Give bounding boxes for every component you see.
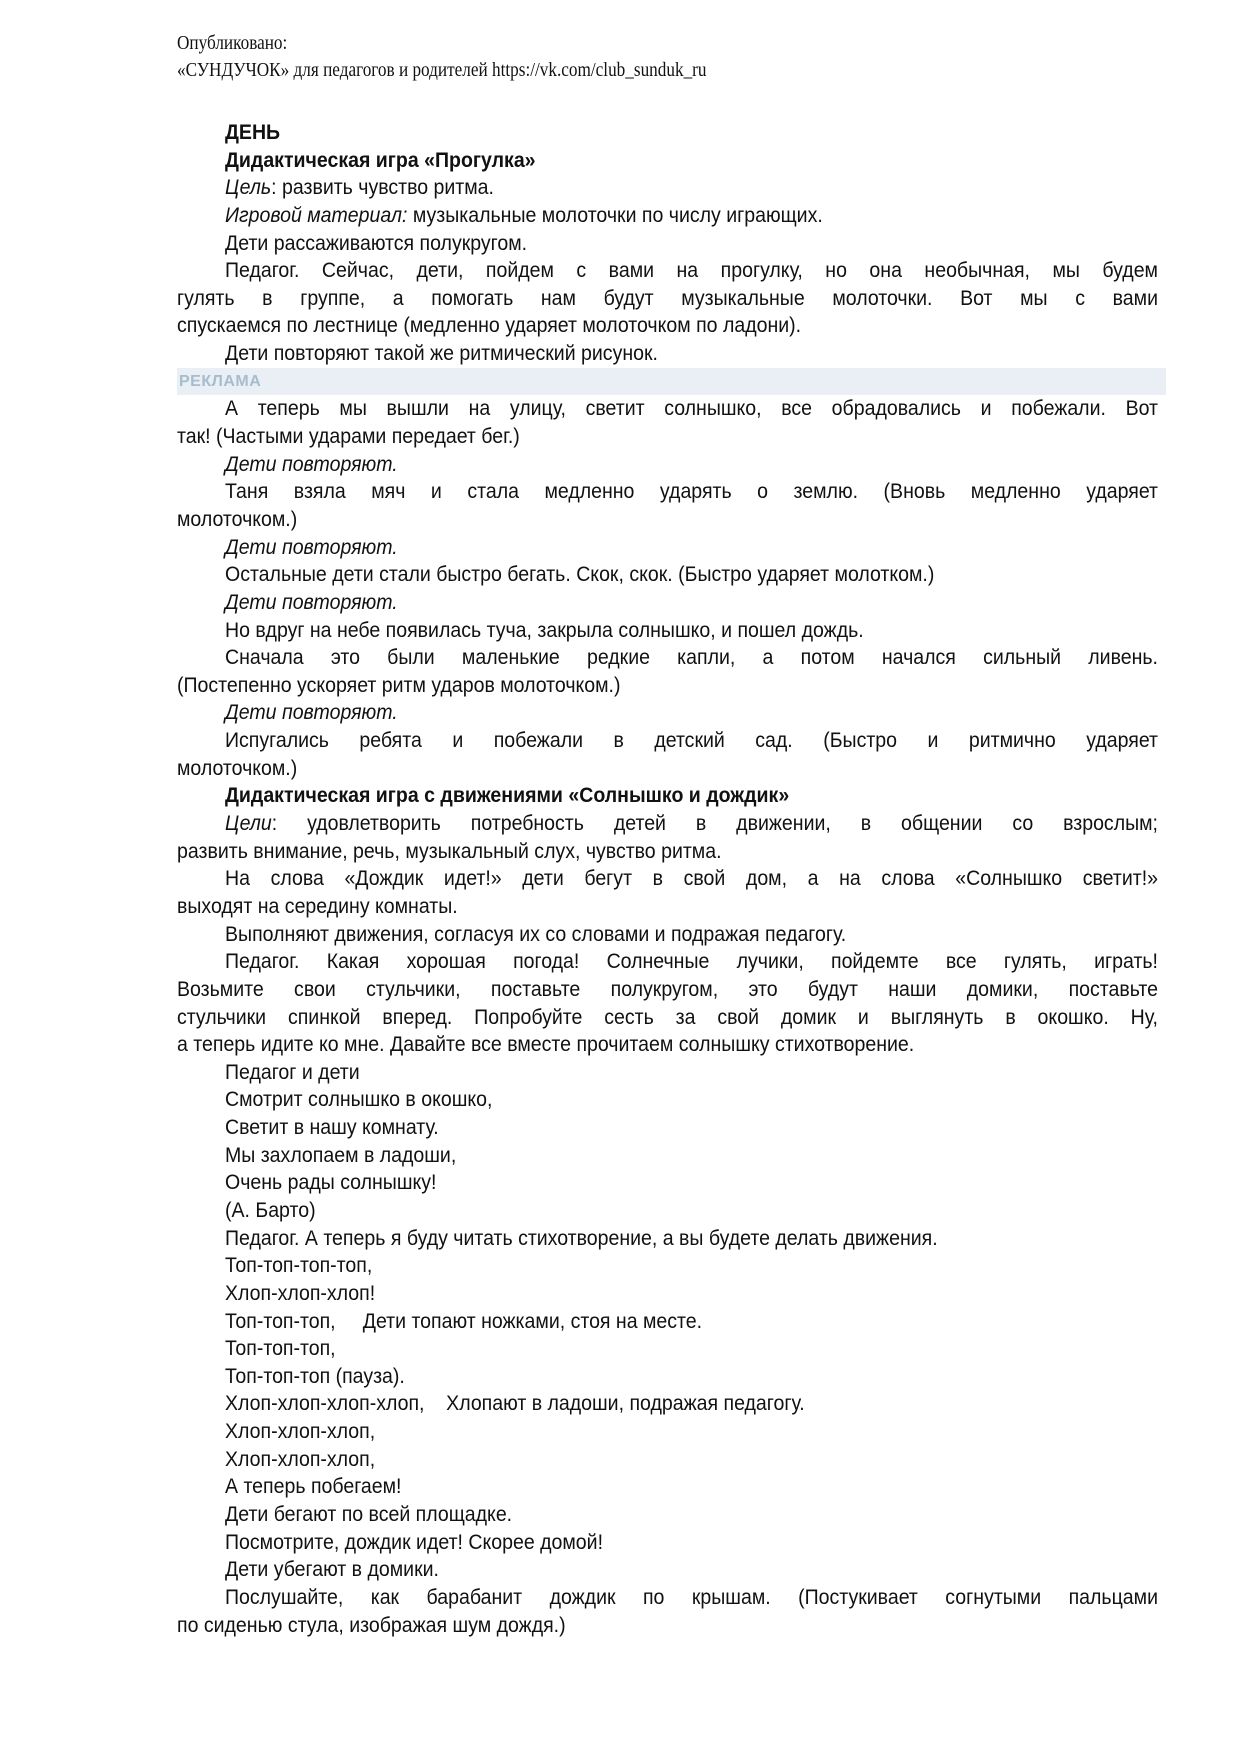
text-line (177, 838, 1158, 866)
text-run: А теперь мы вышли на улицу, светит солнышко, все обрадовались и побежали. Вот (225, 397, 1158, 421)
text-run: (Постепенно ускоряет ритм ударов молоточком.) (177, 673, 621, 697)
line-content (225, 202, 823, 230)
text-line (177, 1059, 1158, 1087)
text-run: Остальные дети стали быстро бегать. Скок, скок. (Быстро ударяет молотком.) (225, 563, 935, 587)
line-content (177, 893, 458, 921)
text-run: Но вдруг на небе появилась туча, закрыла солнышко, и пошел дождь. (225, 618, 864, 642)
line-content (225, 1169, 436, 1197)
text-line (177, 699, 1158, 727)
text-line (177, 451, 1158, 479)
text-line (177, 506, 1158, 534)
text-run: Дети рассаживаются полукругом. (225, 231, 528, 255)
text-line (177, 1390, 1158, 1418)
line-content (225, 1142, 456, 1170)
text-run: молоточком.) (177, 756, 298, 780)
text-run: Таня взяла мяч и стала медленно ударять о землю. (Вновь медленно ударяет (225, 480, 1158, 504)
text-line (177, 1225, 1158, 1253)
text-run: Мы захлопаем в ладоши, (225, 1143, 457, 1167)
text-run: Сначала это были маленькие редкие капли, а потом начался сильный ливень. (225, 646, 1158, 670)
text-run: Дети повторяют такой же ритмический рисунок. (225, 342, 658, 366)
line-content (225, 395, 1158, 423)
line-content (177, 312, 801, 340)
heading-text: Дидактическая игра с движениями «Солнышко и дождик» (225, 784, 790, 808)
text-run: Топ-топ-топ, Дети топают ножками, стоя на месте. (225, 1309, 703, 1333)
text-line (177, 1086, 1158, 1114)
text-line (177, 1584, 1158, 1612)
text-line (177, 921, 1158, 949)
text-line (177, 948, 1158, 976)
text-line (177, 1335, 1158, 1363)
italic-text: Дети повторяют. (225, 535, 398, 559)
text-run: молоточком.) (177, 507, 298, 531)
text-line (177, 1308, 1158, 1336)
text-run: (А. Барто) (225, 1198, 316, 1222)
text-line (177, 865, 1158, 893)
line-content (225, 782, 789, 810)
line-content (225, 174, 494, 202)
line-content (225, 617, 864, 645)
text-run: Хлоп-хлоп-хлоп-хлоп, Хлопают в ладоши, подражая педагогу. (225, 1392, 805, 1416)
line-content (225, 1501, 512, 1529)
document-body (177, 119, 1158, 1639)
line-content (225, 561, 934, 589)
text-line (177, 976, 1158, 1004)
line-content (225, 727, 1158, 755)
text-line (177, 1556, 1158, 1584)
text-run: Смотрит солнышко в окошко, (225, 1088, 493, 1112)
text-line (177, 423, 1158, 451)
text-line (177, 478, 1158, 506)
line-content (225, 1584, 1158, 1612)
line-content (225, 699, 398, 727)
text-line (177, 257, 1158, 285)
text-run: Педагог. Какая хорошая погода! Солнечные лучики, пойдемте все гулять, играть! (225, 950, 1158, 974)
text-line (177, 755, 1158, 783)
line-content (225, 1390, 805, 1418)
text-run: Дети бегают по всей площадке. (225, 1503, 513, 1527)
text-line (177, 285, 1158, 313)
text-run: : удовлетворить потребность детей в движении, в общении со взрослым; (271, 812, 1158, 836)
italic-text: Цель (225, 176, 272, 200)
text-line (177, 174, 1158, 202)
text-run: Педагог. Сейчас, дети, пойдем с вами на прогулку, но она необычная, мы будем (225, 259, 1158, 283)
italic-text: Цели (225, 812, 272, 836)
text-run: На слова «Дождик идет!» дети бегут в свой дом, а на слова «Солнышко светит!» (225, 867, 1158, 891)
text-line (177, 1169, 1158, 1197)
text-line (177, 395, 1158, 423)
line-content (225, 1556, 439, 1584)
text-run: А теперь побегаем! (225, 1475, 402, 1499)
text-line (177, 672, 1158, 700)
line-content (225, 1418, 375, 1446)
line-content (225, 1308, 702, 1336)
published-label: Опубликовано: (177, 32, 288, 54)
text-line (177, 230, 1158, 258)
text-run: Дети убегают в домики. (225, 1558, 439, 1582)
line-content (225, 1197, 316, 1225)
line-content (225, 948, 1158, 976)
text-line (177, 1280, 1158, 1308)
text-line (177, 1197, 1158, 1225)
text-line (177, 1004, 1158, 1032)
heading-text: Дидактическая игра «Прогулка» (225, 148, 536, 172)
text-line (177, 1252, 1158, 1280)
text-run: так! (Частыми ударами передает бег.) (177, 425, 520, 449)
text-run: : развить чувство ритма. (271, 176, 494, 200)
line-content (225, 1225, 938, 1253)
line-content (225, 1280, 375, 1308)
line-content (177, 1612, 566, 1640)
text-run: Топ-топ-топ, (225, 1337, 336, 1361)
line-content (225, 921, 846, 949)
text-line (177, 644, 1158, 672)
line-content (177, 423, 520, 451)
line-content (177, 1031, 914, 1059)
text-line (177, 561, 1158, 589)
line-content (177, 755, 297, 783)
line-content (225, 1363, 405, 1391)
text-run: Послушайте, как барабанит дождик по крышам. (Постукивает согнутыми пальцами (225, 1585, 1158, 1609)
text-run: Хлоп-хлоп-хлоп, (225, 1447, 376, 1471)
line-content (177, 976, 1158, 1004)
italic-text: Игровой материал: (225, 203, 408, 227)
line-content (225, 230, 527, 258)
line-content (225, 1059, 360, 1087)
line-content (225, 1446, 375, 1474)
text-run: а теперь идите ко мне. Давайте все вместе прочитаем солнышку стихотворение. (177, 1033, 915, 1057)
line-content (225, 1252, 372, 1280)
text-run: Светит в нашу комнату. (225, 1116, 439, 1140)
line-content (225, 1335, 336, 1363)
text-line (177, 1142, 1158, 1170)
ad-label: РЕКЛАМА (179, 372, 262, 390)
text-line (177, 534, 1158, 562)
text-line (177, 1501, 1158, 1529)
text-run: выходят на середину комнаты. (177, 894, 458, 918)
text-line (177, 617, 1158, 645)
line-content (225, 257, 1158, 285)
text-line (177, 1446, 1158, 1474)
text-run: Топ-топ-топ-топ, (225, 1254, 373, 1278)
text-line (177, 1529, 1158, 1557)
text-line (177, 1031, 1158, 1059)
text-line (177, 1114, 1158, 1142)
publication-header (177, 30, 793, 84)
text-run: стульчики спинкой вперед. Попробуйте сесть за свой домик и выглянуть в окошко. Ну, (177, 1005, 1158, 1029)
text-line (177, 782, 1158, 810)
text-line (177, 589, 1158, 617)
line-content (225, 451, 398, 479)
line-content (225, 147, 536, 175)
line-content (225, 119, 280, 147)
line-content (225, 478, 1158, 506)
italic-text: Дети повторяют. (225, 590, 398, 614)
line-content (225, 1529, 603, 1557)
text-line (177, 147, 1158, 175)
heading-text: ДЕНЬ (225, 121, 281, 144)
text-run: развить внимание, речь, музыкальный слух, чувство ритма. (177, 839, 722, 863)
line-content (177, 838, 722, 866)
text-run: Педагог. А теперь я буду читать стихотворение, а вы будете делать движения. (225, 1226, 938, 1250)
text-run: Испугались ребята и побежали в детский сад. (Быстро и ритмично ударяет (225, 729, 1158, 753)
text-run: по сиденью стула, изображая шум дождя.) (177, 1613, 566, 1637)
text-line (177, 810, 1158, 838)
text-line (177, 727, 1158, 755)
line-content (225, 1086, 492, 1114)
text-line (177, 1418, 1158, 1446)
text-line (177, 1612, 1158, 1640)
text-run: Педагог и дети (225, 1060, 360, 1084)
text-run: гулять в группе, а помогать нам будут музыкальные молоточки. Вот мы с вами (177, 286, 1158, 310)
italic-text: Дети повторяют. (225, 701, 398, 725)
line-content (225, 1114, 439, 1142)
text-line (177, 119, 1158, 147)
line-content (225, 1473, 401, 1501)
line-content (225, 340, 658, 368)
text-run: Выполняют движения, согласуя их со словами и подражая педагогу. (225, 922, 847, 946)
text-line (177, 340, 1158, 368)
line-content (225, 810, 1158, 838)
text-line (177, 1473, 1158, 1501)
text-line (177, 1363, 1158, 1391)
line-content (225, 865, 1158, 893)
source-line: «СУНДУЧОК» для педагогов и родителей https://vk.com/club_sunduk_ru (177, 59, 707, 81)
italic-text: Дети повторяют. (225, 452, 398, 476)
line-content (177, 1004, 1158, 1032)
ad-banner (177, 368, 1166, 396)
text-line (177, 202, 1158, 230)
line-content (225, 589, 398, 617)
line-content (225, 534, 398, 562)
text-run: Возьмите свои стульчики, поставьте полукругом, это будут наши домики, поставьте (177, 977, 1158, 1001)
line-content (177, 672, 620, 700)
line-content (177, 285, 1158, 313)
text-run: музыкальные молоточки по числу играющих. (407, 203, 823, 227)
text-line (177, 893, 1158, 921)
text-line (177, 312, 1158, 340)
text-run: Хлоп-хлоп-хлоп, (225, 1420, 376, 1444)
text-run: спускаемся по лестнице (медленно ударяет молоточком по ладони). (177, 314, 802, 338)
line-content (225, 644, 1158, 672)
line-content (177, 506, 297, 534)
text-run: Топ-топ-топ (пауза). (225, 1364, 405, 1388)
text-run: Очень рады солнышку! (225, 1171, 437, 1195)
text-run: Хлоп-хлоп-хлоп! (225, 1281, 376, 1305)
text-run: Посмотрите, дождик идет! Скорее домой! (225, 1530, 604, 1554)
